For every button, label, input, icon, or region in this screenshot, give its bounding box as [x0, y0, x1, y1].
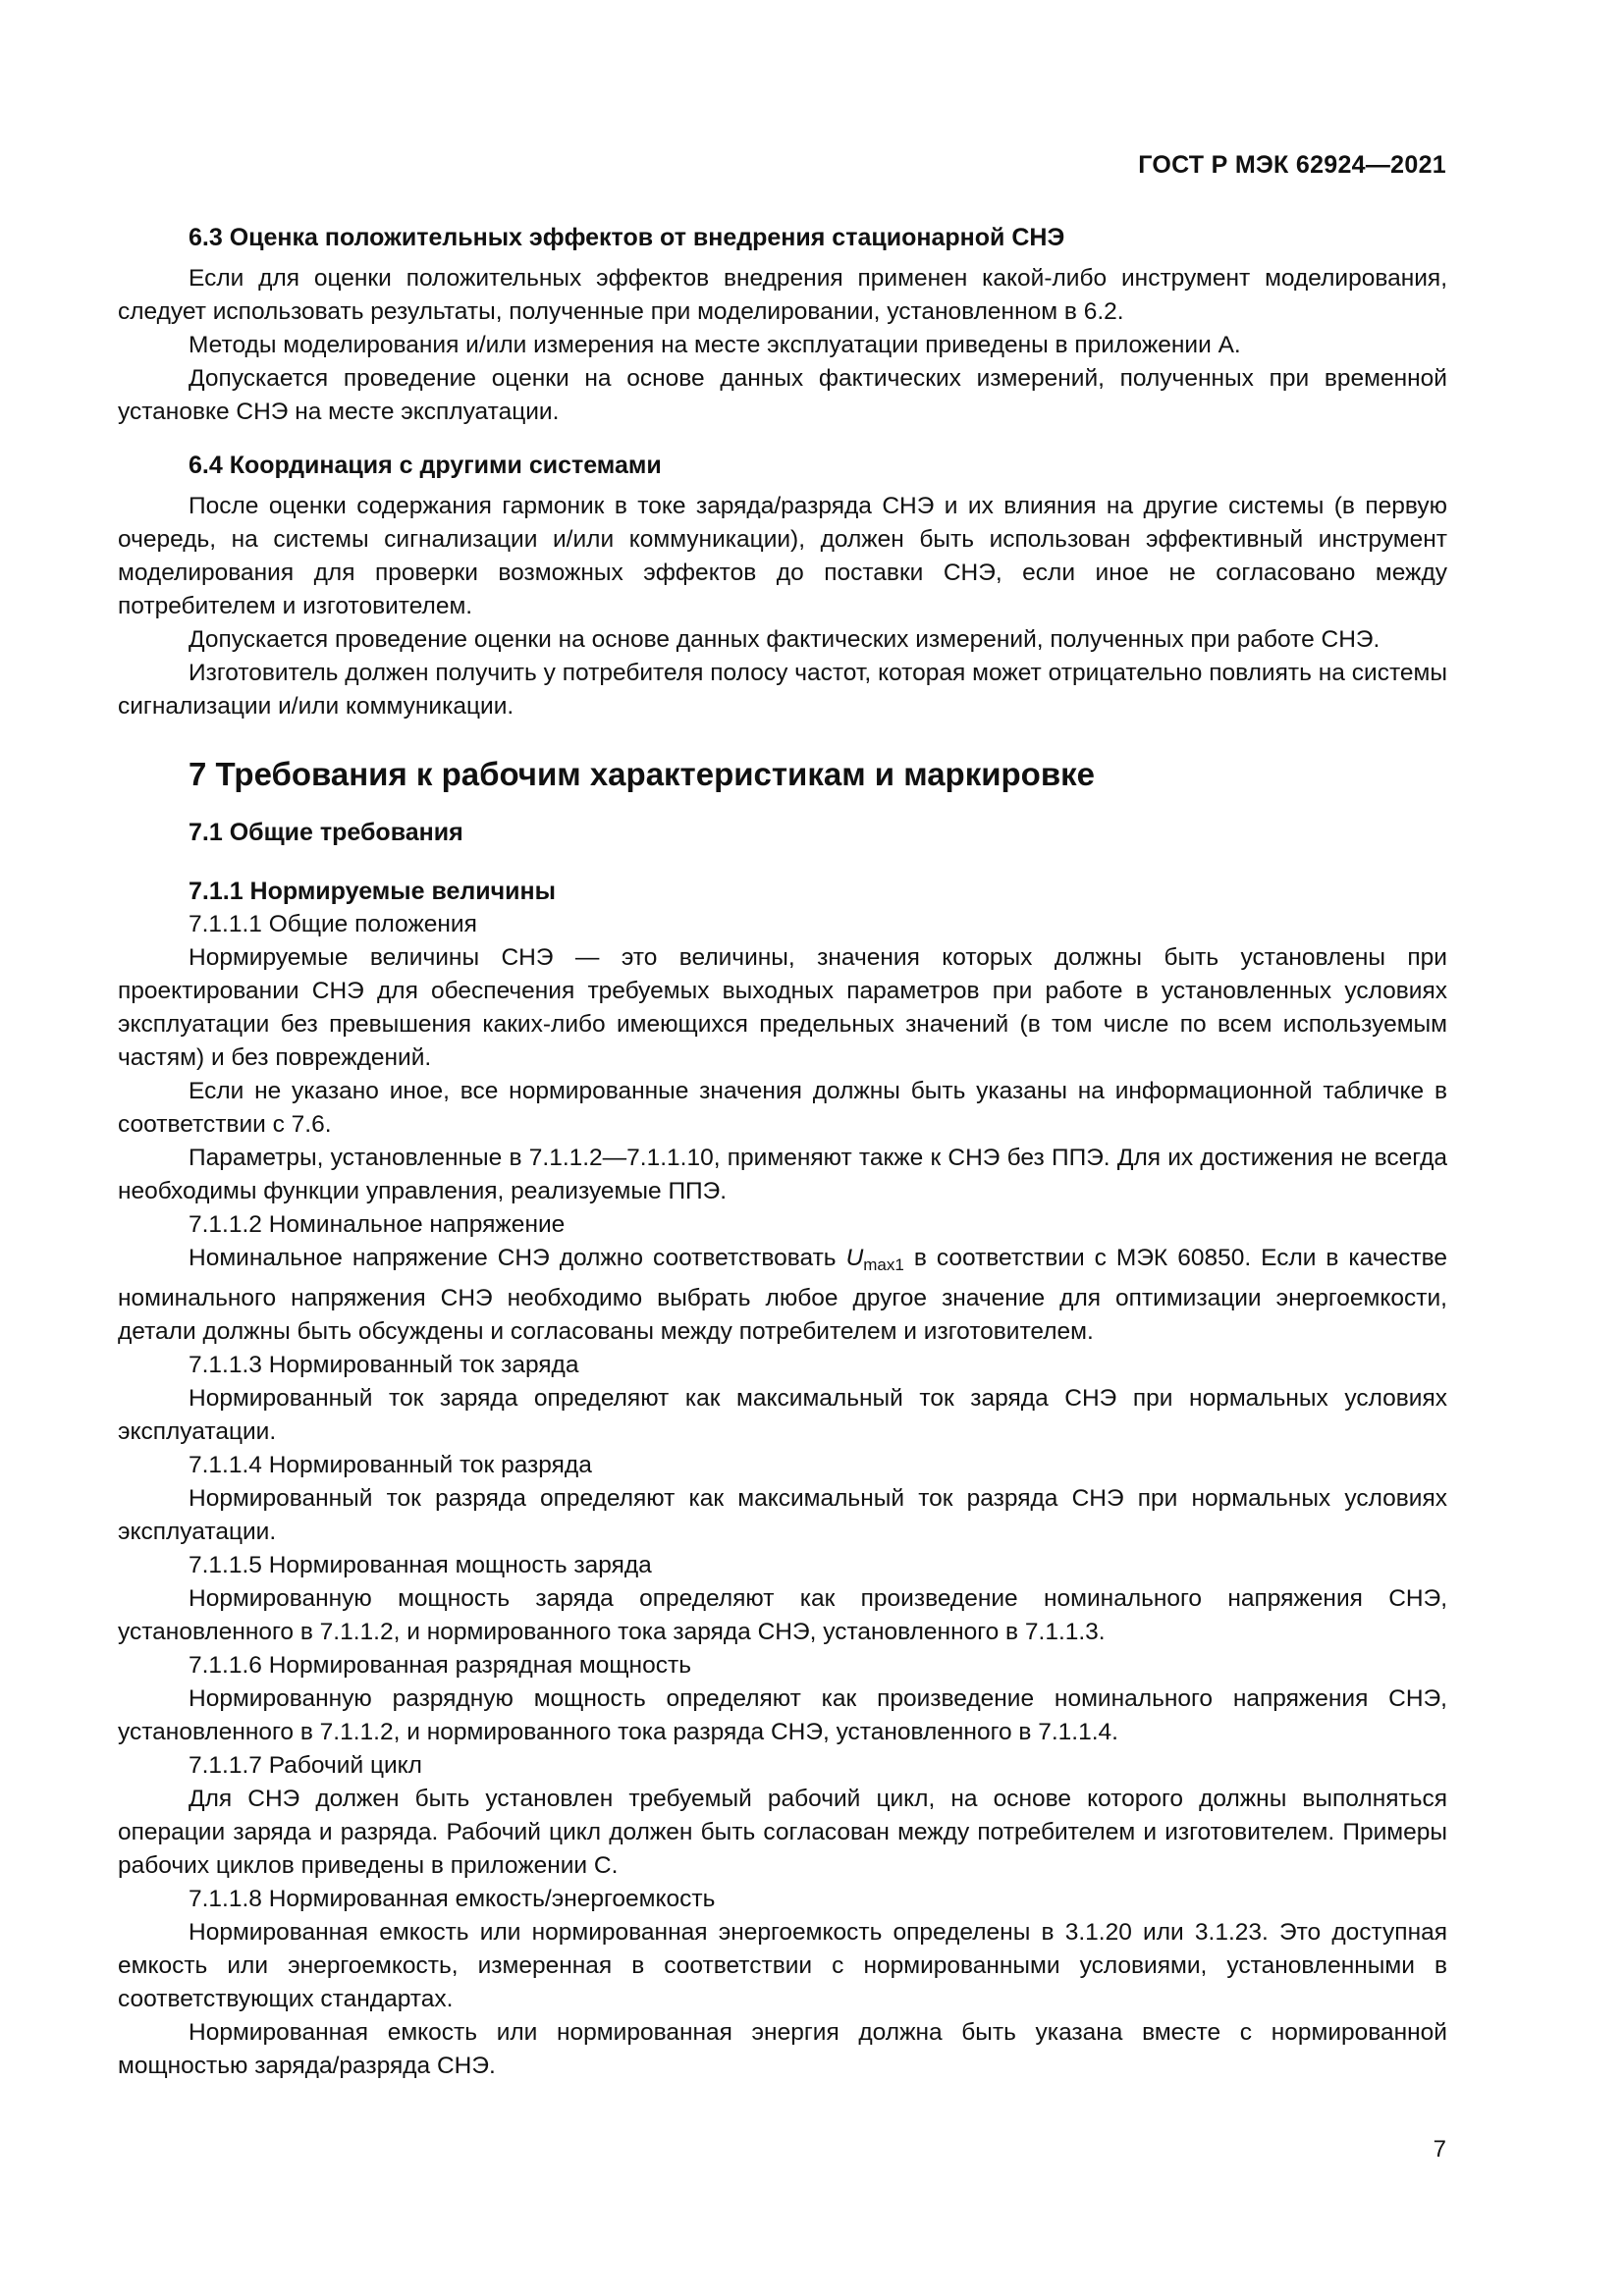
paragraph: Нормированная емкость или нормированная энергоемкость определены в 3.1.20 или 3.1.23. Это доступная емкость или энергоемкость, измеренная в соответствии с нормированными условиями, установленными в соответствующих стандартах.: [118, 1919, 1447, 2012]
paragraph: Если не указано иное, все нормированные значения должны быть указаны на информационной табличке в соответствии с 7.6.: [118, 1078, 1447, 1138]
paragraph: После оценки содержания гармоник в токе заряда/разряда СНЭ и их влияния на другие системы (в первую очередь, на системы сигнализации и/или коммуникации), должен быть использован эффективный инструмент моделирования для проверки возможных эффектов до поставки СНЭ, если иное не согласовано между потребителем и изготовителем.: [118, 493, 1447, 619]
page-number: 7: [1433, 2136, 1446, 2163]
subsection-title: 7.1.1.3 Нормированный ток заряда: [189, 1352, 579, 1378]
paragraph: Параметры, установленные в 7.1.1.2—7.1.1.10, применяют также к СНЭ без ППЭ. Для их достижения не всегда необходимы функции управления, реализуемые ППЭ.: [118, 1145, 1447, 1204]
paragraph: Нормированный ток разряда определяют как максимальный ток разряда СНЭ при нормальных условиях эксплуатации.: [118, 1485, 1447, 1545]
subsection-title: 7.1.1.2 Номинальное напряжение: [189, 1211, 566, 1238]
standard-designation: ГОСТ Р МЭК 62924—2021: [1138, 151, 1446, 179]
subsection-title: 7.1.1.5 Нормированная мощность заряда: [189, 1552, 652, 1578]
section-6-4-heading: 6.4 Координация с другими системами: [189, 452, 662, 479]
subsection-title: 7.1.1.4 Нормированный ток разряда: [189, 1452, 592, 1478]
paragraph-nominal-voltage: [118, 1242, 1447, 1349]
symbol-subscript: max1: [863, 1255, 904, 1274]
paragraph: Нормированную мощность заряда определяют как произведение номинального напряжения СНЭ, установленного в 7.1.1.2, и нормированного тока заряда СНЭ, установленного в 7.1.1.3.: [118, 1585, 1447, 1645]
paragraph: Нормированная емкость или нормированная энергия должна быть указана вместе с нормированной мощностью заряда/разряда СНЭ.: [118, 2019, 1447, 2079]
paragraph: Допускается проведение оценки на основе данных фактических измерений, полученных при работе СНЭ.: [189, 626, 1380, 653]
paragraph: Методы моделирования и/или измерения на месте эксплуатации приведены в приложении А.: [189, 332, 1241, 358]
paragraph: Если для оценки положительных эффектов внедрения применен какой-либо инструмент моделирования, следует использовать результаты, полученные при моделировании, установленном в 6.2.: [118, 265, 1447, 325]
paragraph: Нормируемые величины СНЭ — это величины, значения которых должны быть установлены при проектировании СНЭ для обеспечения требуемых выходных параметров при работе в установленных условиях эксплуатации без превышения каких-либо имеющихся предельных значений (в том числе по всем используемым частям) и без повреждений.: [118, 944, 1447, 1071]
paragraph: Нормированный ток заряда определяют как максимальный ток заряда СНЭ при нормальных условиях эксплуатации.: [118, 1385, 1447, 1445]
paragraph: Изготовитель должен получить у потребителя полосу частот, которая может отрицательно повлиять на системы сигнализации и/или коммуникации.: [118, 660, 1447, 720]
subsection-title: 7.1.1.6 Нормированная разрядная мощность: [189, 1652, 691, 1679]
section-7-heading: 7 Требования к рабочим характеристикам и маркировке: [189, 756, 1095, 792]
symbol-u: U: [845, 1245, 864, 1271]
text-run: Номинальное напряжение СНЭ должно соответствовать: [189, 1245, 846, 1271]
paragraph: Для СНЭ должен быть установлен требуемый рабочий цикл, на основе которого должны выполняться операции заряда и разряда. Рабочий цикл должен быть согласован между потребителем и изготовителем. Примеры рабочих циклов приведены в приложении С.: [118, 1786, 1447, 1879]
subsection-title: 7.1.1.8 Нормированная емкость/энергоемкость: [189, 1886, 716, 1912]
document-body: [118, 221, 1447, 2083]
section-6-3-heading: 6.3 Оценка положительных эффектов от внедрения стационарной СНЭ: [189, 224, 1065, 251]
subsection-title: 7.1.1.7 Рабочий цикл: [189, 1752, 422, 1779]
section-7-1-heading: 7.1 Общие требования: [189, 819, 463, 846]
section-7-1-1-heading: 7.1.1 Нормируемые величины: [189, 878, 556, 905]
paragraph: Нормированную разрядную мощность определяют как произведение номинального напряжения СНЭ, установленного в 7.1.1.2, и нормированного тока разряда СНЭ, установленного в 7.1.1.4.: [118, 1685, 1447, 1745]
paragraph: Допускается проведение оценки на основе данных фактических измерений, полученных при временной установке СНЭ на месте эксплуатации.: [118, 365, 1447, 425]
subsection-title: 7.1.1.1 Общие положения: [189, 911, 477, 937]
text-run: в соответствии с МЭК 60850. Если в качестве номинального напряжения СНЭ необходимо выбрать любое другое значение для оптимизации энергоемкости, детали должны быть обсуждены и согласованы между потребителем и изготовителем.: [118, 1245, 1448, 1345]
